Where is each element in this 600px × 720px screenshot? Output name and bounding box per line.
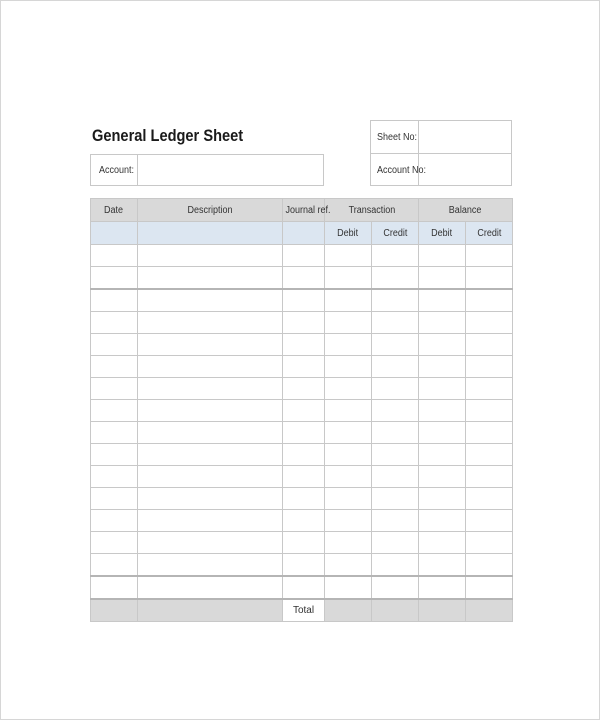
ledger-cell[interactable]	[91, 510, 138, 532]
ledger-cell[interactable]	[325, 312, 372, 334]
ledger-row	[91, 312, 513, 334]
ledger-cell[interactable]	[372, 422, 419, 444]
ledger-cell[interactable]	[419, 488, 466, 510]
ledger-row	[91, 576, 513, 599]
ledger-cell[interactable]	[138, 466, 283, 488]
account-no-row	[371, 154, 511, 186]
ledger-row	[91, 554, 513, 577]
ledger-cell[interactable]	[325, 422, 372, 444]
ledger-cell[interactable]	[419, 289, 466, 312]
total-row	[91, 599, 513, 622]
ledger-cell[interactable]	[91, 532, 138, 554]
ledger-cell[interactable]	[138, 400, 283, 422]
ledger-cell[interactable]	[138, 312, 283, 334]
ledger-cell[interactable]	[419, 378, 466, 400]
ledger-cell[interactable]	[325, 289, 372, 312]
ledger-cell[interactable]	[283, 334, 325, 356]
ledger-cell[interactable]	[466, 312, 513, 334]
ledger-row	[91, 267, 513, 290]
ledger-cell[interactable]	[372, 289, 419, 312]
ledger-cell[interactable]	[372, 334, 419, 356]
subheader-transaction-debit: Debit	[325, 222, 372, 245]
ledger-cell[interactable]	[91, 422, 138, 444]
ledger-cell[interactable]	[419, 554, 466, 577]
ledger-cell[interactable]	[283, 312, 325, 334]
ledger-cell[interactable]	[283, 356, 325, 378]
ledger-cell[interactable]	[138, 245, 283, 267]
sheet-no-label-cell	[371, 121, 419, 153]
header-transaction: Transaction	[325, 199, 419, 222]
ledger-cell[interactable]	[372, 488, 419, 510]
subheader-blank	[283, 222, 325, 245]
ledger-cell[interactable]	[325, 576, 372, 599]
ledger-cell[interactable]	[372, 312, 419, 334]
ledger-cell[interactable]	[325, 532, 372, 554]
ledger-cell[interactable]	[419, 312, 466, 334]
ledger-row	[91, 444, 513, 466]
ledger-cell[interactable]	[325, 356, 372, 378]
account-no-field[interactable]	[419, 154, 511, 186]
ledger-cell[interactable]	[466, 488, 513, 510]
ledger-cell[interactable]	[372, 267, 419, 290]
ledger-cell[interactable]	[466, 554, 513, 577]
ledger-cell[interactable]	[466, 400, 513, 422]
ledger-cell[interactable]	[466, 422, 513, 444]
total-cell-blank	[466, 599, 513, 622]
ledger-cell[interactable]	[372, 378, 419, 400]
ledger-cell[interactable]	[91, 334, 138, 356]
ledger-cell[interactable]	[138, 334, 283, 356]
ledger-subheader-row	[91, 222, 513, 245]
ledger-cell[interactable]	[325, 378, 372, 400]
ledger-cell[interactable]	[372, 466, 419, 488]
ledger-cell[interactable]	[91, 488, 138, 510]
ledger-cell[interactable]	[283, 267, 325, 290]
ledger-cell[interactable]	[466, 245, 513, 267]
total-cell-blank	[325, 599, 372, 622]
sheet-no-label: Sheet No:	[377, 131, 418, 143]
total-cell-blank	[138, 599, 283, 622]
ledger-cell[interactable]	[138, 532, 283, 554]
ledger-row	[91, 532, 513, 554]
ledger-cell[interactable]	[466, 532, 513, 554]
ledger-cell[interactable]	[91, 245, 138, 267]
ledger-cell[interactable]	[138, 356, 283, 378]
ledger-cell[interactable]	[372, 576, 419, 599]
ledger-cell[interactable]	[325, 245, 372, 267]
document-title: General Ledger Sheet	[92, 126, 244, 145]
ledger-cell[interactable]	[466, 289, 513, 312]
ledger-cell[interactable]	[91, 466, 138, 488]
ledger-cell[interactable]	[138, 289, 283, 312]
header-description: Description	[138, 199, 283, 222]
ledger-row	[91, 488, 513, 510]
ledger-cell[interactable]	[325, 334, 372, 356]
total-cell-blank	[372, 599, 419, 622]
account-label: Account:	[99, 164, 135, 176]
ledger-cell[interactable]	[372, 532, 419, 554]
ledger-cell[interactable]	[91, 312, 138, 334]
ledger-cell[interactable]	[372, 400, 419, 422]
ledger-row	[91, 422, 513, 444]
header-journal-ref: Journal ref.	[283, 199, 325, 222]
ledger-cell[interactable]	[372, 444, 419, 466]
ledger-cell[interactable]	[325, 466, 372, 488]
ledger-cell[interactable]	[372, 510, 419, 532]
ledger-cell[interactable]	[138, 510, 283, 532]
ledger-cell[interactable]	[283, 488, 325, 510]
ledger-cell[interactable]	[283, 400, 325, 422]
account-no-label-cell	[371, 154, 427, 186]
ledger-row	[91, 289, 513, 312]
ledger-row	[91, 400, 513, 422]
account-label-cell	[91, 155, 138, 185]
sheet-no-row	[371, 121, 511, 154]
subheader-transaction-credit: Credit	[372, 222, 419, 245]
ledger-cell[interactable]	[419, 510, 466, 532]
ledger-cell[interactable]	[138, 554, 283, 577]
ledger-table	[90, 198, 513, 622]
ledger-cell[interactable]	[138, 267, 283, 290]
ledger-cell[interactable]	[283, 378, 325, 400]
ledger-cell[interactable]	[419, 400, 466, 422]
ledger-row	[91, 510, 513, 532]
ledger-cell[interactable]	[466, 334, 513, 356]
ledger-cell[interactable]	[283, 554, 325, 577]
ledger-cell[interactable]	[372, 245, 419, 267]
ledger-cell[interactable]	[91, 400, 138, 422]
ledger-cell[interactable]	[325, 400, 372, 422]
subheader-blank	[138, 222, 283, 245]
ledger-cell[interactable]	[91, 267, 138, 290]
ledger-cell[interactable]	[91, 378, 138, 400]
account-box	[90, 154, 324, 186]
ledger-cell[interactable]	[325, 267, 372, 290]
ledger-cell[interactable]	[466, 267, 513, 290]
ledger-cell[interactable]	[283, 576, 325, 599]
ledger-cell[interactable]	[91, 576, 138, 599]
total-label: Total	[283, 599, 325, 622]
sheet-info-box	[370, 120, 512, 186]
subheader-balance-debit: Debit	[419, 222, 466, 245]
account-no-label: Account No:	[377, 164, 427, 176]
ledger-cell[interactable]	[91, 554, 138, 577]
ledger-cell[interactable]	[466, 444, 513, 466]
ledger-cell[interactable]	[466, 378, 513, 400]
subheader-blank	[91, 222, 138, 245]
ledger-cell[interactable]	[138, 488, 283, 510]
ledger-body	[91, 245, 513, 622]
ledger-cell[interactable]	[138, 576, 283, 599]
ledger-cell[interactable]	[138, 378, 283, 400]
ledger-cell[interactable]	[91, 289, 138, 312]
ledger-cell[interactable]	[419, 576, 466, 599]
header-balance: Balance	[419, 199, 513, 222]
ledger-cell[interactable]	[283, 289, 325, 312]
ledger-row	[91, 356, 513, 378]
ledger-cell[interactable]	[372, 554, 419, 577]
ledger-cell[interactable]	[283, 444, 325, 466]
subheader-balance-credit: Credit	[466, 222, 513, 245]
ledger-cell[interactable]	[466, 466, 513, 488]
ledger-cell[interactable]	[419, 356, 466, 378]
total-cell-blank	[91, 599, 138, 622]
ledger-cell[interactable]	[372, 356, 419, 378]
ledger-cell[interactable]	[419, 532, 466, 554]
ledger-cell[interactable]	[283, 245, 325, 267]
total-cell-blank	[419, 599, 466, 622]
ledger-cell[interactable]	[419, 466, 466, 488]
ledger-cell[interactable]	[419, 267, 466, 290]
ledger-cell[interactable]	[138, 444, 283, 466]
ledger-cell[interactable]	[325, 488, 372, 510]
ledger-cell[interactable]	[283, 532, 325, 554]
ledger-cell[interactable]	[283, 466, 325, 488]
ledger-cell[interactable]	[419, 422, 466, 444]
sheet-no-field[interactable]	[419, 121, 511, 153]
ledger-row	[91, 245, 513, 267]
header-date: Date	[91, 199, 138, 222]
account-field[interactable]	[138, 155, 323, 185]
ledger-cell[interactable]	[138, 422, 283, 444]
ledger-cell[interactable]	[325, 444, 372, 466]
ledger-cell[interactable]	[91, 356, 138, 378]
ledger-cell[interactable]	[419, 444, 466, 466]
ledger-cell[interactable]	[325, 554, 372, 577]
ledger-row	[91, 466, 513, 488]
ledger-row	[91, 334, 513, 356]
ledger-cell[interactable]	[283, 510, 325, 532]
ledger-row	[91, 378, 513, 400]
ledger-cell[interactable]	[466, 356, 513, 378]
ledger-header-row	[91, 199, 513, 222]
ledger-cell[interactable]	[466, 576, 513, 599]
ledger-cell[interactable]	[419, 245, 466, 267]
ledger-cell[interactable]	[419, 334, 466, 356]
ledger-cell[interactable]	[91, 444, 138, 466]
ledger-cell[interactable]	[283, 422, 325, 444]
ledger-cell[interactable]	[325, 510, 372, 532]
ledger-cell[interactable]	[466, 510, 513, 532]
